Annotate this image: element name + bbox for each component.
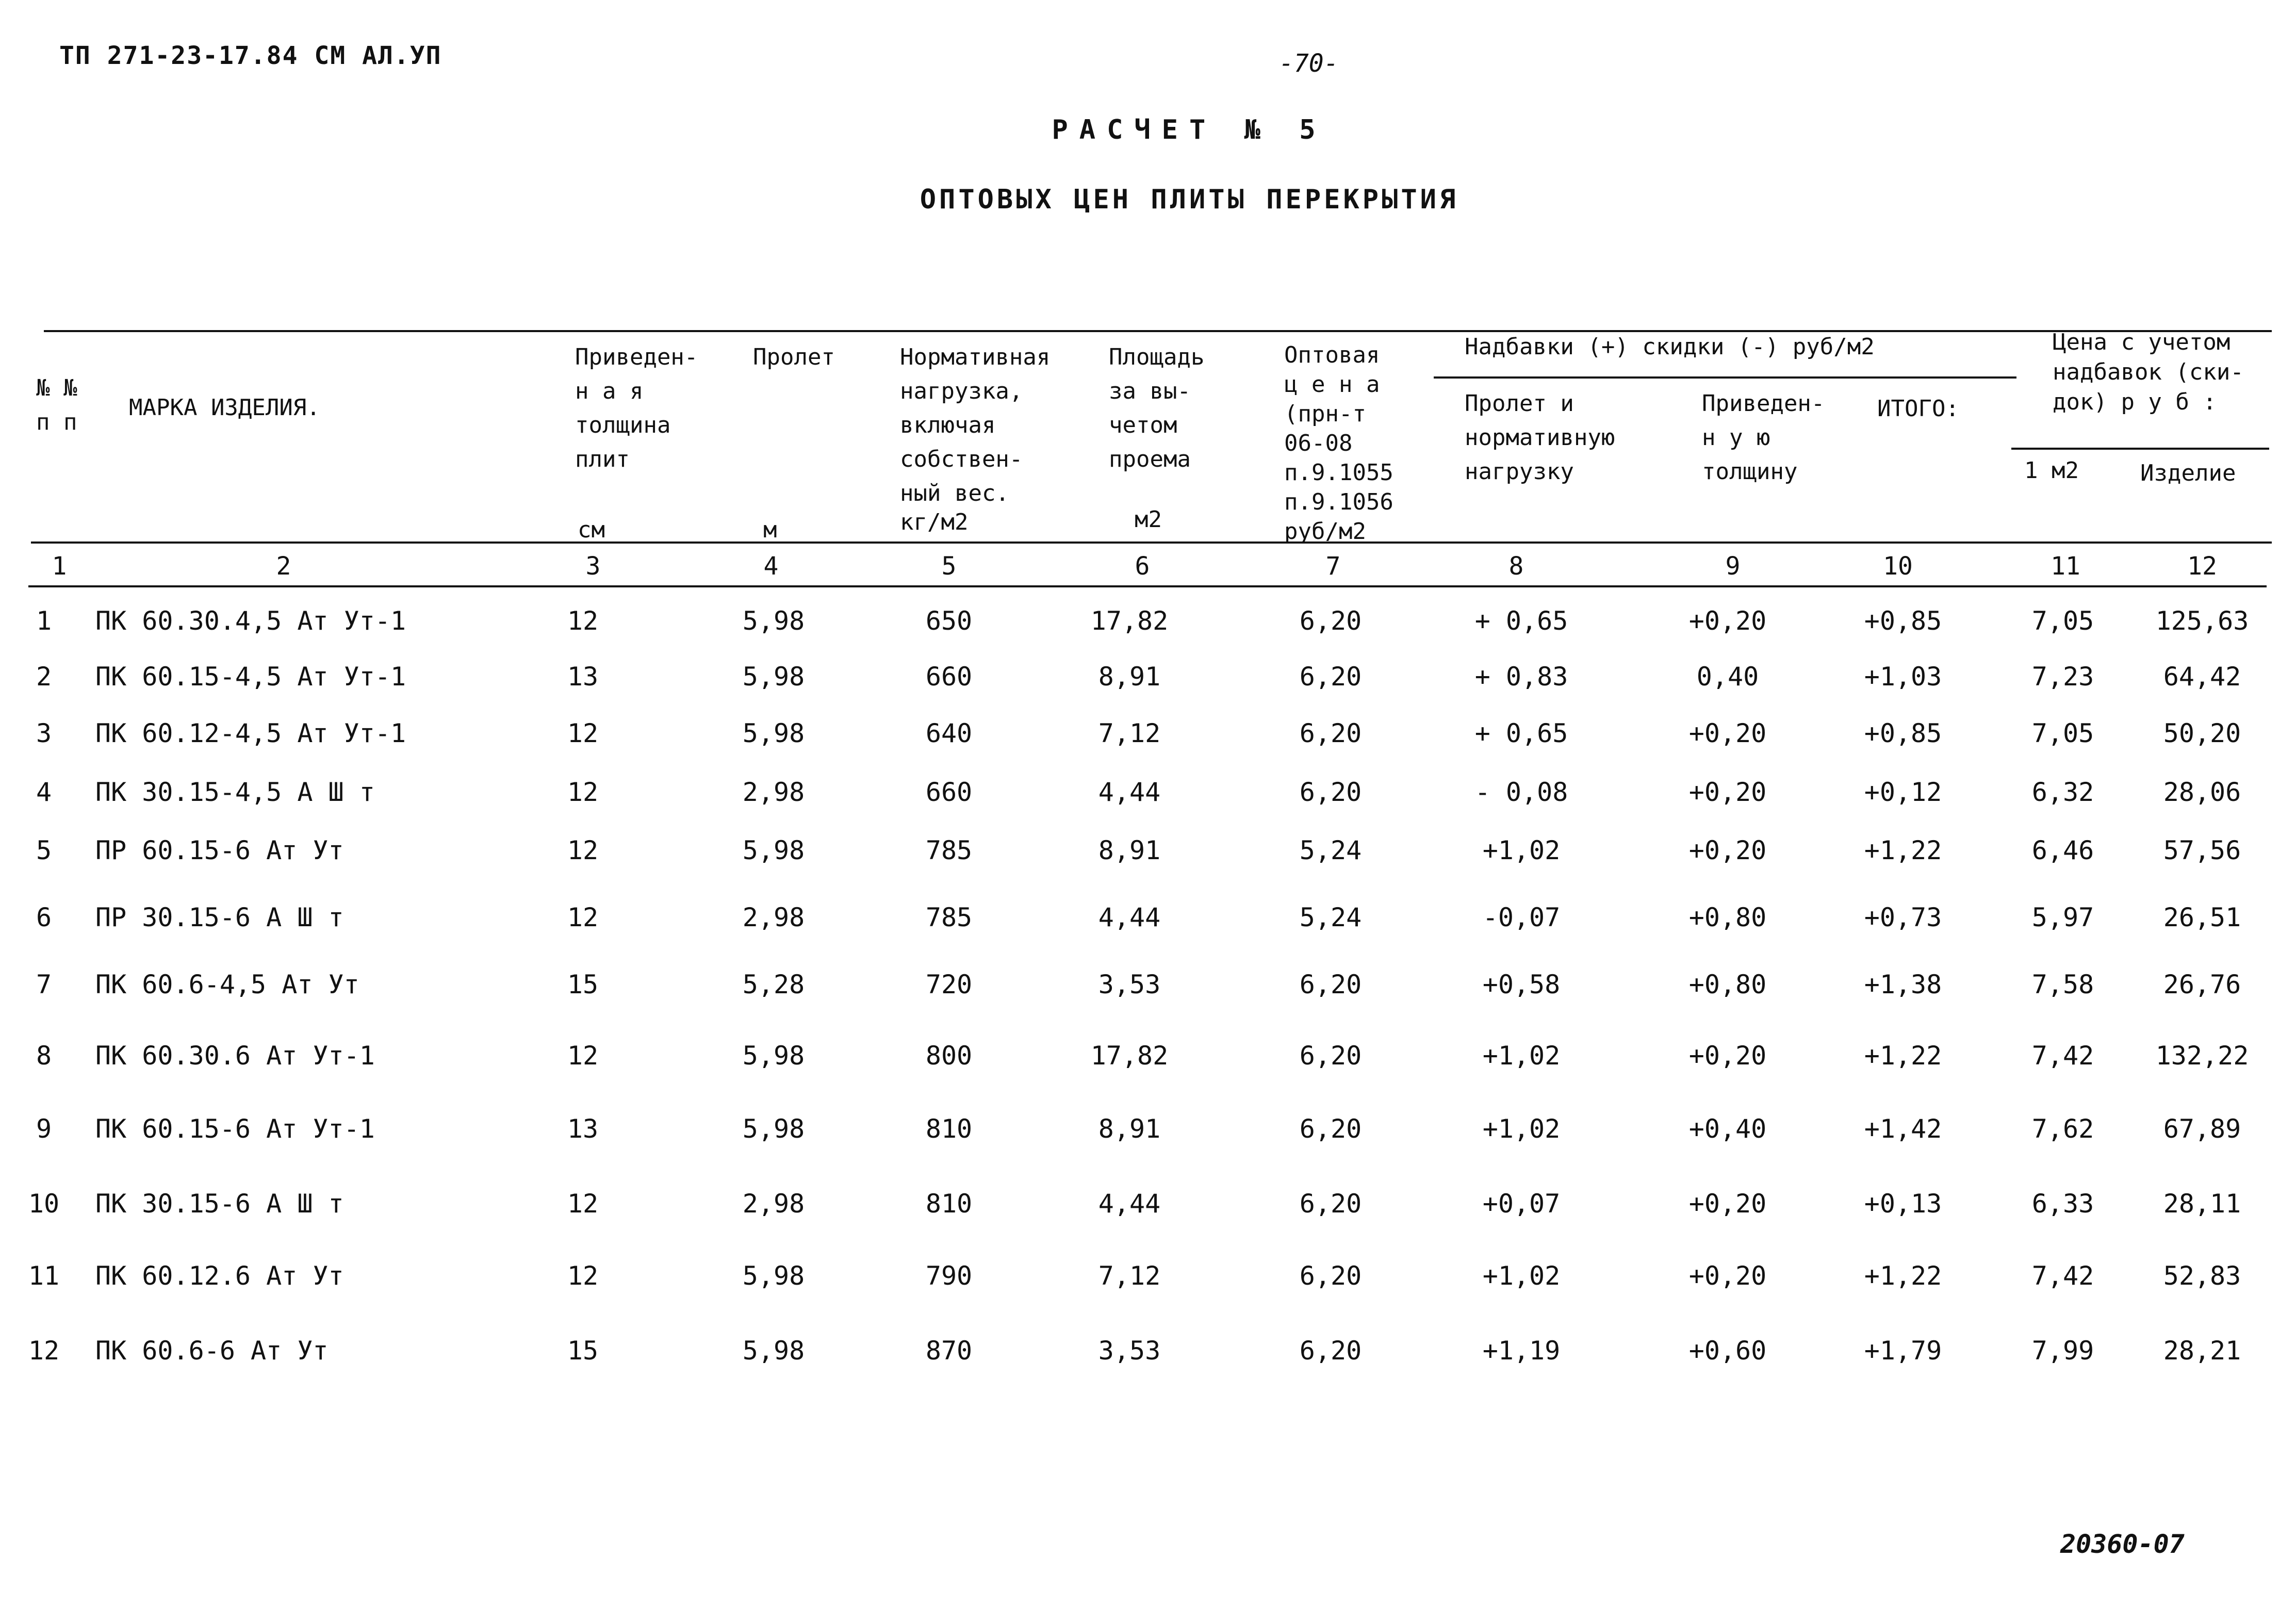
cell-surcharge-total: +1,38 <box>1864 970 1942 999</box>
cell-surcharge-thickness: +0,20 <box>1688 835 1767 865</box>
column-number-4: 4 <box>763 552 779 581</box>
cell-surcharge-span: + 0,83 <box>1474 662 1568 692</box>
table-top-rule <box>44 330 2272 332</box>
cell-span: 2,98 <box>742 903 805 932</box>
final-price-header-rule <box>2011 448 2269 450</box>
cell-load: 640 <box>925 718 973 748</box>
cell-thickness: 15 <box>567 970 599 999</box>
cell-span: 5,98 <box>742 1261 805 1291</box>
cell-span: 5,98 <box>742 1114 805 1144</box>
column-number-rule <box>28 585 2267 587</box>
cell-surcharge-thickness: +0,60 <box>1688 1336 1767 1366</box>
header-surcharge-span: Пролет и нормативную нагрузку <box>1465 390 1615 485</box>
cell-price: 6,20 <box>1299 1261 1362 1291</box>
cell-product-mark: ПР 60.15-6 Ат Ут <box>95 835 344 865</box>
column-number-2: 2 <box>276 552 291 581</box>
cell-surcharge-total: +0,12 <box>1864 777 1942 807</box>
cell-price-per-item: 125,63 <box>2155 606 2249 636</box>
cell-price-per-m2: 7,62 <box>2031 1114 2094 1144</box>
cell-product-mark: ПК 60.6-4,5 Ат Ут <box>95 970 359 999</box>
column-number-1: 1 <box>52 552 67 581</box>
cell-span: 5,98 <box>742 662 805 692</box>
column-number-9: 9 <box>1725 552 1741 581</box>
cell-product-mark: ПК 60.6-6 Ат Ут <box>95 1336 329 1366</box>
cell-row-number: 7 <box>36 970 52 999</box>
cell-thickness: 13 <box>567 662 599 692</box>
column-number-8: 8 <box>1508 552 1524 581</box>
cell-surcharge-span: +0,07 <box>1482 1189 1561 1219</box>
cell-span: 5,98 <box>742 1336 805 1366</box>
cell-surcharge-total: +0,85 <box>1864 606 1942 636</box>
cell-price: 6,20 <box>1299 1041 1362 1071</box>
cell-load: 800 <box>925 1041 973 1071</box>
cell-price-per-m2: 7,23 <box>2031 662 2094 692</box>
cell-surcharge-thickness: 0,40 <box>1696 662 1759 692</box>
cell-product-mark: ПК 60.12-4,5 Ат Ут-1 <box>95 718 406 748</box>
column-number-12: 12 <box>2187 552 2217 581</box>
cell-surcharge-total: +0,13 <box>1864 1189 1942 1219</box>
cell-row-number: 12 <box>28 1336 60 1366</box>
cell-surcharge-thickness: +0,20 <box>1688 1261 1767 1291</box>
header-final-price: Цена с учетом надбавок (ски- док) р у б : <box>2053 329 2244 415</box>
column-number-11: 11 <box>2051 552 2080 581</box>
header-load-unit: кг/м2 <box>900 509 969 535</box>
footer-code: 20360-07 <box>2060 1529 2185 1559</box>
cell-surcharge-thickness: +0,20 <box>1688 777 1767 807</box>
cell-product-mark: ПК 60.15-4,5 Ат Ут-1 <box>95 662 406 692</box>
cell-span: 5,98 <box>742 835 805 865</box>
cell-price-per-m2: 6,32 <box>2031 777 2094 807</box>
cell-price-per-item: 28,21 <box>2163 1336 2241 1366</box>
header-surcharges: Надбавки (+) скидки (-) руб/м2 <box>1465 334 1875 360</box>
cell-price-per-item: 28,06 <box>2163 777 2241 807</box>
cell-thickness: 12 <box>567 1189 599 1219</box>
header-span-unit: м <box>763 517 777 543</box>
cell-price: 6,20 <box>1299 777 1362 807</box>
cell-area: 17,82 <box>1090 1041 1169 1071</box>
cell-product-mark: ПК 60.30.6 Ат Ут-1 <box>95 1041 375 1071</box>
cell-surcharge-thickness: +0,20 <box>1688 1041 1767 1071</box>
cell-price-per-m2: 6,46 <box>2031 835 2094 865</box>
cell-load: 720 <box>925 970 973 999</box>
cell-load: 870 <box>925 1336 973 1366</box>
cell-span: 5,98 <box>742 606 805 636</box>
cell-product-mark: ПК 60.12.6 Ат Ут <box>95 1261 344 1291</box>
cell-price-per-item: 132,22 <box>2155 1041 2249 1071</box>
cell-row-number: 9 <box>36 1114 52 1144</box>
cell-area: 3,53 <box>1098 970 1161 999</box>
cell-thickness: 12 <box>567 835 599 865</box>
cell-thickness: 13 <box>567 1114 599 1144</box>
cell-price-per-item: 64,42 <box>2163 662 2241 692</box>
cell-price: 5,24 <box>1299 903 1362 932</box>
cell-surcharge-span: +1,02 <box>1482 1114 1561 1144</box>
cell-price-per-m2: 5,97 <box>2031 903 2094 932</box>
cell-price-per-m2: 7,42 <box>2031 1261 2094 1291</box>
cell-price-per-item: 67,89 <box>2163 1114 2241 1144</box>
header-load: Нормативная нагрузка, включая собствен- ный вес. <box>900 344 1051 506</box>
header-final-per-m2: 1 м2 <box>2024 457 2079 484</box>
cell-price: 6,20 <box>1299 606 1362 636</box>
document-code: ТП 271-23-17.84 СМ АЛ.УП <box>59 41 442 70</box>
cell-surcharge-total: +1,79 <box>1864 1336 1942 1366</box>
cell-load: 660 <box>925 777 973 807</box>
cell-surcharge-thickness: +0,20 <box>1688 606 1767 636</box>
cell-price-per-item: 50,20 <box>2163 718 2241 748</box>
cell-price-per-item: 26,51 <box>2163 903 2241 932</box>
column-number-6: 6 <box>1135 552 1150 581</box>
cell-load: 810 <box>925 1114 973 1144</box>
header-surcharge-total: ИТОГО: <box>1877 396 1959 422</box>
cell-load: 810 <box>925 1189 973 1219</box>
header-num: № № п п <box>36 375 77 435</box>
cell-price: 5,24 <box>1299 835 1362 865</box>
cell-price-per-m2: 7,05 <box>2031 606 2094 636</box>
cell-price: 6,20 <box>1299 662 1362 692</box>
cell-price: 6,20 <box>1299 970 1362 999</box>
header-final-per-item: Изделие <box>2140 460 2236 486</box>
cell-price-per-item: 28,11 <box>2163 1189 2241 1219</box>
cell-thickness: 12 <box>567 777 599 807</box>
cell-load: 650 <box>925 606 973 636</box>
cell-thickness: 12 <box>567 1041 599 1071</box>
column-number-5: 5 <box>941 552 957 581</box>
cell-span: 5,98 <box>742 718 805 748</box>
cell-product-mark: ПК 60.15-6 Ат Ут-1 <box>95 1114 375 1144</box>
cell-load: 660 <box>925 662 973 692</box>
cell-span: 2,98 <box>742 1189 805 1219</box>
page-title: РАСЧЕТ № 5 <box>1052 114 1327 145</box>
cell-price-per-m2: 7,42 <box>2031 1041 2094 1071</box>
cell-surcharge-thickness: +0,80 <box>1688 970 1767 999</box>
cell-surcharge-span: + 0,65 <box>1474 606 1568 636</box>
cell-load: 790 <box>925 1261 973 1291</box>
cell-surcharge-total: +1,22 <box>1864 1041 1942 1071</box>
cell-row-number: 4 <box>36 777 52 807</box>
cell-price: 6,20 <box>1299 1189 1362 1219</box>
cell-surcharge-total: +0,85 <box>1864 718 1942 748</box>
cell-load: 785 <box>925 903 973 932</box>
header-mark: МАРКА ИЗДЕЛИЯ. <box>129 395 320 421</box>
cell-area: 8,91 <box>1098 1114 1161 1144</box>
cell-thickness: 12 <box>567 718 599 748</box>
cell-surcharge-span: +1,19 <box>1482 1336 1561 1366</box>
cell-price-per-m2: 7,05 <box>2031 718 2094 748</box>
header-thickness: Приведен- н а я толщина плит <box>575 344 698 472</box>
cell-surcharge-thickness: +0,40 <box>1688 1114 1767 1144</box>
cell-area: 4,44 <box>1098 903 1161 932</box>
cell-row-number: 1 <box>36 606 52 636</box>
cell-price: 6,20 <box>1299 1336 1362 1366</box>
cell-area: 3,53 <box>1098 1336 1161 1366</box>
cell-surcharge-total: +1,42 <box>1864 1114 1942 1144</box>
cell-price-per-item: 26,76 <box>2163 970 2241 999</box>
cell-surcharge-thickness: +0,80 <box>1688 903 1767 932</box>
header-span: Пролет <box>753 344 835 370</box>
cell-product-mark: ПК 30.15-6 А Ш т <box>95 1189 344 1219</box>
page-subtitle: ОПТОВЫХ ЦЕН ПЛИТЫ ПЕРЕКРЫТИЯ <box>920 184 1459 215</box>
cell-span: 5,98 <box>742 1041 805 1071</box>
header-price: Оптовая ц е н а (прн-т 06-08 п.9.1055 п.9.1056 руб/м2 <box>1284 342 1393 545</box>
cell-span: 2,98 <box>742 777 805 807</box>
header-area-unit: м2 <box>1135 506 1162 533</box>
surcharge-header-rule <box>1434 376 2016 379</box>
cell-row-number: 6 <box>36 903 52 932</box>
cell-thickness: 12 <box>567 1261 599 1291</box>
cell-surcharge-span: +0,58 <box>1482 970 1561 999</box>
cell-price: 6,20 <box>1299 718 1362 748</box>
cell-row-number: 5 <box>36 835 52 865</box>
cell-area: 4,44 <box>1098 1189 1161 1219</box>
cell-surcharge-thickness: +0,20 <box>1688 1189 1767 1219</box>
cell-area: 7,12 <box>1098 1261 1161 1291</box>
cell-area: 4,44 <box>1098 777 1161 807</box>
header-surcharge-thickness: Приведен- н у ю толщину <box>1702 390 1825 485</box>
cell-area: 8,91 <box>1098 662 1161 692</box>
cell-surcharge-thickness: +0,20 <box>1688 718 1767 748</box>
header-bottom-rule <box>31 542 2272 544</box>
cell-row-number: 10 <box>28 1189 60 1219</box>
cell-row-number: 2 <box>36 662 52 692</box>
cell-span: 5,28 <box>742 970 805 999</box>
cell-surcharge-total: +1,22 <box>1864 835 1942 865</box>
cell-row-number: 8 <box>36 1041 52 1071</box>
cell-surcharge-total: +1,22 <box>1864 1261 1942 1291</box>
cell-thickness: 12 <box>567 903 599 932</box>
column-number-10: 10 <box>1883 552 1913 581</box>
cell-surcharge-total: +1,03 <box>1864 662 1942 692</box>
header-area: Площадь за вы- четом проема <box>1109 344 1205 472</box>
cell-surcharge-total: +0,73 <box>1864 903 1942 932</box>
cell-price-per-item: 57,56 <box>2163 835 2241 865</box>
cell-area: 7,12 <box>1098 718 1161 748</box>
cell-load: 785 <box>925 835 973 865</box>
cell-price: 6,20 <box>1299 1114 1362 1144</box>
cell-surcharge-span: + 0,65 <box>1474 718 1568 748</box>
cell-row-number: 3 <box>36 718 52 748</box>
cell-product-mark: ПК 30.15-4,5 А Ш т <box>95 777 375 807</box>
cell-surcharge-span: +1,02 <box>1482 1261 1561 1291</box>
cell-area: 8,91 <box>1098 835 1161 865</box>
cell-price-per-item: 52,83 <box>2163 1261 2241 1291</box>
cell-surcharge-span: -0,07 <box>1482 903 1561 932</box>
column-number-3: 3 <box>585 552 601 581</box>
cell-thickness: 12 <box>567 606 599 636</box>
cell-product-mark: ПР 30.15-6 А Ш т <box>95 903 344 932</box>
cell-surcharge-span: +1,02 <box>1482 1041 1561 1071</box>
cell-row-number: 11 <box>28 1261 60 1291</box>
cell-price-per-m2: 7,58 <box>2031 970 2094 999</box>
cell-price-per-m2: 7,99 <box>2031 1336 2094 1366</box>
cell-area: 17,82 <box>1090 606 1169 636</box>
cell-price-per-m2: 6,33 <box>2031 1189 2094 1219</box>
cell-surcharge-span: +1,02 <box>1482 835 1561 865</box>
cell-product-mark: ПК 60.30.4,5 Ат Ут-1 <box>95 606 406 636</box>
cell-thickness: 15 <box>567 1336 599 1366</box>
header-thickness-unit: см <box>578 517 605 543</box>
column-number-7: 7 <box>1325 552 1341 581</box>
page-number: -70- <box>1279 49 1339 78</box>
cell-surcharge-span: - 0,08 <box>1474 777 1568 807</box>
